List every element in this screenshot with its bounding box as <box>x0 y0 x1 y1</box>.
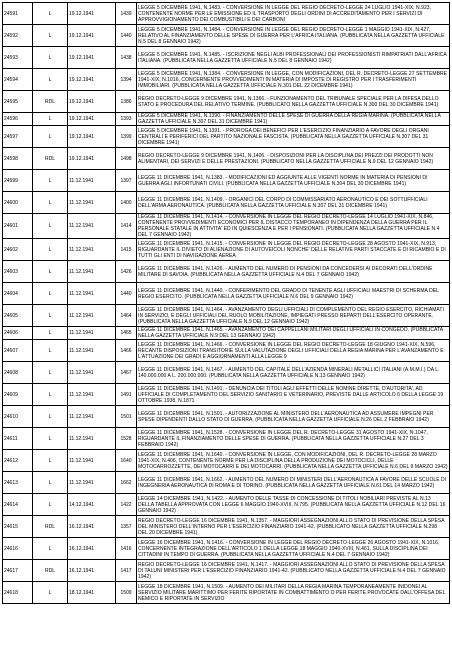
act-description: REGIO DECRETO-LEGGE 16 DICEMBRE 1941, N.1417. - MAGGIORI ASSEGNAZIONI ALLO STATO DI PREVISIONE DELLA SPESA DI TALUNI MINISTERI PER L'ESERCIZIO FINANZIARIO 1941-42. (PUBBLICATO NELLA GAZZETTA UFFICIALE N.4 DEL 7 GENNAIO 1942) <box>137 560 450 582</box>
act-date: 11.12.1941 <box>68 428 116 450</box>
register-row <box>3 214 450 239</box>
act-type: L <box>33 538 68 560</box>
act-date: 11.12.1941 <box>68 384 116 406</box>
page-number: 1393 <box>116 113 137 126</box>
register-row <box>3 340 450 362</box>
register-row <box>3 538 450 560</box>
act-description: LEGGE 18 DICEMBRE 1941, N.1509. - AUMENTO DEI MILITARI DELLA REGIA MARINA TEMPORANEAMENTE INIDONEI AL SERVIZIO MILITARE MARITTIMO PER FERITE RIPORTATE IN COMBATTIMENTO O PER FERITE PROVOCATE DALL'OFFESA DEL NEMICO E RIPORTATE IN SERVIZIO <box>137 582 450 604</box>
act-type: L <box>33 327 68 340</box>
page-number: 1662 <box>116 472 137 494</box>
act-description: LEGGE 11 DICEMBRE 1941, N.1426. - AUMENTO DEL NUMERO DI PENSIONI DA CONCEDERSI AI DECORATI DELL'ORDINE MILITARE DI SAVOIA. (PUBBLICATA NELLA GAZZETTA UFFICIALE N.4 DEL 7 GENNAIO 1942) <box>137 261 450 283</box>
register-row <box>3 126 450 148</box>
act-type: L <box>33 305 68 327</box>
act-description: LEGGE 5 DICEMBRE 1941, N.1484. - CONVERSIONE IN LEGGE DEL REGIO DECRETO-LEGGE 1 MAGGIO 1941-XIX, N.427, RELATIVO AL FINANZIAMENTO DELLE SPESE DI GUERRA PER L'AFRICA ITALIANA. (PUBBLICATA NELLA GAZZETTA UFFICIALE N.5 DEL 8 GENNAIO 1942) <box>137 25 450 47</box>
act-type: L <box>33 494 68 516</box>
act-type: L <box>33 450 68 472</box>
register-body <box>3 3 450 604</box>
page-number: 1491 <box>116 384 137 406</box>
act-date: 16.12.1941 <box>68 516 116 538</box>
entry-number: 24605 <box>3 305 33 327</box>
act-date: 11.12.1941 <box>68 450 116 472</box>
page-number: 1416 <box>116 538 137 560</box>
act-date: 19.12.1941 <box>68 126 116 148</box>
act-date: 19.12.1941 <box>68 91 116 113</box>
act-type: L <box>33 283 68 305</box>
act-description: LEGGE 11 DICEMBRE 1941, N.1640. - CONVERSIONE IN LEGGE, CON MODIFICAZIONI, DEL R. DECRETO-LEGGE 28 MARZO 1941-XIX, N.406, CONTENENTE NORME PER LA DISCIPLINA DELLA PRODUZIONE DEI MOTOCICLI, DELLE MOTOCARROZZETTE, DEI MOTOCARRI E DEI MOTOCARRI. (PUBBLICATA NELLA GAZZETTA UFFICIALE N.6 DEL 9 MARZO 1942) <box>138 451 448 470</box>
act-type: L <box>33 170 68 192</box>
act-type: L <box>33 126 68 148</box>
act-description: LEGGE 11 DICEMBRE 1941, N.1466. - CONVERSIONE IN LEGGE DEL REGIO DECRETO-LEGGE 18 GIUGNO 1941-XIX, N.596, RECANTE DISPOSIZIONI TRANSITORIE SULLA VALUTAZIONE DEGLI UFFICIALI DELLA REGIA MARINA PER L'AVANZAMENTO E L'ATTUAZIONE DEI GRADI E AGGIORNAMENTI ALLA LEGGE 9 <box>137 340 450 362</box>
act-type: L <box>33 406 68 428</box>
act-description: LEGGE 14 DICEMBRE 1941, N.1422. - AUMENTO DELLE TASSE DI CONCESSIONE DI TITOLI NOBILIARI PREVISTE AL N.13 DELLA TABELLA APPROVATA CON LEGGE 6 MAGGIO 1940-XVIII, N.795. (PUBBLICATA NELLA GAZZETTA UFFICIALE N.12 DEL 16 GENNAIO 1942) <box>137 494 450 516</box>
register-row <box>3 362 450 384</box>
entry-number: 24593 <box>3 47 33 69</box>
register-row <box>3 516 450 538</box>
page-number: 1415 <box>116 239 137 261</box>
act-date: 11.12.1941 <box>68 305 116 327</box>
register-row <box>3 327 450 340</box>
register-row <box>3 91 450 113</box>
act-description: LEGGE 11 DICEMBRE 1941, N.1415. - CONVERSIONE IN LEGGE DEL REGIO DECRETO-LEGGE 28 AGOSTO 1941-XIX, N.913, RIGUARDANTE IL DIVIETO DI ALIENAZIONE DI AUTOVEICOLI NONCHE' DELLE RELATIVE PARTI STACCATE E DI RICAMBIO E DI TUTTI GLI ENTI DI NAVIGAZIONE AEREA <box>137 239 450 261</box>
register-table <box>2 2 450 604</box>
act-date: 16.12.1941 <box>68 538 116 560</box>
act-type: L <box>33 3 68 25</box>
act-description: REGIO DECRETO-LEGGE 9 DICEMBRE 1941, N.1366. - FUNZIONAMENTO DEL TRIBUNALE SPECIALE PER LA DIFESA DELLO STATO E PROCEDURA DEL RELATIVO TERMINE. (PUBBLICATO NELLA GAZZETTA UFFICIALE N.300 DEL 30 DICEMBRE 1941) <box>137 91 450 113</box>
act-date: 19.12.1941 <box>68 113 116 126</box>
entry-number: 24592 <box>3 25 33 47</box>
act-type: L <box>33 113 68 126</box>
entry-number: 24591 <box>3 3 33 25</box>
page-number: 1466 <box>116 340 137 362</box>
page-number: 1426 <box>116 261 137 283</box>
act-type: RDL <box>33 91 68 113</box>
entry-number: 24606 <box>3 327 33 340</box>
act-type: L <box>33 362 68 384</box>
register-row <box>3 192 450 214</box>
register-row <box>3 305 450 327</box>
entry-number: 24600 <box>3 192 33 214</box>
page-number: 1464 <box>116 305 137 327</box>
act-date: 18.12.1941 <box>68 582 116 604</box>
act-description: REGIO DECRETO-LEGGE 16 DICEMBRE 1941, N.1357. - MAGGIORI ASSEGNAZIONI ALLO STATO DI PREVISIONE DELLA SPESA DEL MINISTERO DELL'INTERNO PER L'ESERCIZIO FINANZIARIO 1941-42. (PUBBLICATO NELLA GAZZETTA UFFICIALE N.298 DEL 20 DICEMBRE 1941) <box>137 516 450 538</box>
page-number: 1528 <box>116 428 137 450</box>
act-type: L <box>33 47 68 69</box>
entry-number: 24604 <box>3 283 33 305</box>
act-description: LEGGE 11 DICEMBRE 1941, N.1662. - AUMENTO DEL NUMERO DI MINISTERI DELL'AERONAUTICA A FAVORE DELLE SCUOLE DI INGEGNERIA AERONAUTICA DI ROMA E DI TORINO. (PUBBLICATA NELLA GAZZETTA UFFICIALE N.61 DEL 14 MARZO 1942) <box>137 472 450 494</box>
register-row <box>3 47 450 69</box>
register-row <box>3 472 450 494</box>
register-row <box>3 384 450 406</box>
register-row <box>3 450 450 472</box>
register-row <box>3 239 450 261</box>
act-description: LEGGE 5 DICEMBRE 1941, N.1485. - ISCRIZIONE NEGLI ALBI PROFESSIONALI DEI PROFESSIONISTI RIMPATRIATI DALL'AFRICA ITALIANA. (PUBBLICATA NELLA GAZZETTA UFFICIALE N.5 DEL 8 GENNAIO 1942) <box>137 47 450 69</box>
act-date: 11.12.1941 <box>68 327 116 340</box>
act-type: L <box>33 261 68 283</box>
register-row <box>3 494 450 516</box>
entry-number: 24596 <box>3 113 33 126</box>
act-date: 11.12.1941 <box>68 170 116 192</box>
entry-number: 24610 <box>3 406 33 428</box>
entry-number: 24616 <box>3 538 33 560</box>
entry-number: 24597 <box>3 126 33 148</box>
act-description: LEGGE 11 DICEMBRE 1941, N.1464. - AVANZAMENTO DEGLI UFFICIALI DI COMPLEMENTO DEL REGIO ESERCITO, RICHIAMATI IN SERVIZIO, E DEGLI UFFICIALI DEL RUOLO MOBILITAZIONE, IMPIEGATI PRESSO REPARTI DELL'ESERCITO OPERANTE. (PUBBLICATA NELLA GAZZETTA UFFICIALE N.9 DEL 12 GENNAIO 1942) <box>137 305 450 327</box>
act-description: REGIO DECRETO-LEGGE 9 DICEMBRE 1941, N.1406. - DISPOSIZIONI PER LA DISCIPLINA DEI PREZZI DEI PRODOTTI NON ALIMENTARI, DEI SERVIZI E DELLE PRESTAZIONI. (PUBBLICATO NELLA GAZZETTA UFFICIALE N.9 DEL 12 GENNAIO 1942) <box>137 148 450 170</box>
entry-number: 24595 <box>3 91 33 113</box>
act-date: 11.12.1941 <box>68 472 116 494</box>
page-number: 1400 <box>116 192 137 214</box>
act-date: 11.12.1941 <box>68 192 116 214</box>
entry-number: 24601 <box>3 214 33 239</box>
page-number: 1440 <box>116 25 137 47</box>
act-description: LEGGE 11 DICEMBRE 1941, N.1409. - ORGANICI DEL CORPO DI COMMISSARIATO AERONAUTICO E DEI SOTTUFFICIALI DELL'ARMA AERONAUTICA. (PUBBLICATA NELLA GAZZETTA UFFICIALE N.307 DEL 31 DICEMBRE 1941) <box>137 192 450 214</box>
page-number: 1509 <box>116 582 137 604</box>
page-number: 1439 <box>116 3 137 25</box>
act-description: LEGGE 11 DICEMBRE 1941, N.1414. - CONVERSIONE IN LEGGE DEL REGIO DECRETO-LEGGE 14 LUGLIO 1941-XIX, N.846, CONTENENTE PROVVEDIMENTI ECONOMICI PER IL DISTACCO TEMPORANEO IN DIPENDENZA DELLA GUERRA PER IL PERSONALE STATALE IN ATTIVITA' ED IN QUIESCENZA E PER I PENSIONATI. (PUBBLICATA NELLA GAZZETTA UFFICIALE N.4 DEL 7 GENNAIO 1942) <box>137 214 450 239</box>
act-date: 19.12.1941 <box>68 3 116 25</box>
act-date: 19.12.1941 <box>68 69 116 91</box>
page-number: 1414 <box>116 214 137 239</box>
act-description: LEGGE 11 DICEMBRE 1941, N.1383. - MODIFICAZIONI ED AGGIUNTE ALLE VIGENTI NORME IN MATERIA DI PENSIONI DI GUERRA AGLI INFORTUNATI CIVILI. (PUBBLICATA NELLA GAZZETTA UFFICIALE N.304 DEL 30 DICEMBRE 1941) <box>137 170 450 192</box>
act-type: L <box>33 25 68 47</box>
act-date: 19.12.1941 <box>68 47 116 69</box>
register-row <box>3 25 450 47</box>
page-number: 1394 <box>116 69 137 91</box>
act-type: L <box>33 582 68 604</box>
register-row <box>3 560 450 582</box>
page-number: 1438 <box>116 47 137 69</box>
page-number: 1386 <box>116 91 137 113</box>
page-number: 1501 <box>116 406 137 428</box>
act-type: L <box>33 239 68 261</box>
entry-number: 24612 <box>3 450 33 472</box>
entry-number: 24602 <box>3 239 33 261</box>
page-number: 1467 <box>116 362 137 384</box>
act-date: 11.12.1941 <box>68 261 116 283</box>
page-number: 1640 <box>116 450 137 472</box>
act-date: 11.12.1941 <box>68 239 116 261</box>
act-type: L <box>33 340 68 362</box>
act-description: LEGGE 11 DICEMBRE 1941, N.1467. - AUMENTO DEL CAPITALE DELL'AZIENDA MINERALI METALLICI ITALIANI (A.M.M.I.) DA L. 140.000.000 A L. 200.000.000. (PUBBLICATA NELLA GAZZETTA UFFICIALE N.13 GENNAIO 1942) <box>137 362 450 384</box>
entry-number: 24609 <box>3 384 33 406</box>
register-row <box>3 283 450 305</box>
act-type: L <box>33 384 68 406</box>
page-number: 1440 <box>116 283 137 305</box>
act-date: 16.12.1941 <box>68 560 116 582</box>
act-date: 14.12.1941 <box>68 494 116 516</box>
act-date: 11.12.1941 <box>68 362 116 384</box>
act-type: L <box>33 69 68 91</box>
act-description: LEGGE 5 DICEMBRE 1941, N.1483. - CONVERSIONE IN LEGGE DEL REGIO DECRETO-LEGGE 24 LUGLIO 1941-XIX, N.923, CONTENENTE NORME PER LE EMISSIONE ED IL TRASPORTO DEGLI ORDINI DI ACCREDITAMENTO PER I SERVIZI DI APPROVVIGIONAMENTO DEI COMBUSTIBILI E DEI CARBONI <box>137 3 450 25</box>
register-row <box>3 3 450 25</box>
register-row <box>3 148 450 170</box>
act-description: LEGGE 11 DICEMBRE 1941, N.1528. - CONVERSIONE IN LEGGE DEL R. DECRETO-LEGGE 31 AGOSTO 1941-XIX, N.1047, RIGUARDANTE IL FINANZIAMENTO DELLE SPESE DI GUERRA. (PUBBLICATA NELLA GAZZETTA UFFICIALE N.27 DEL 3 FEBBRAIO 1942) <box>137 428 450 450</box>
register-row <box>3 261 450 283</box>
entry-number: 24594 <box>3 69 33 91</box>
act-description: LEGGE 5 DICEMBRE 1941, N.1384. - CONVERSIONE IN LEGGE, CON MODIFICAZIONI, DEL R. DECRETO-LEGGE 27 SETTEMBRE 1941-XIX, N.1016, CONCERNENTE PROVVEDIMENTI IN MATERIA DI IMPOSTE DI REGISTRO PER I TRASFERIMENTI IMMOBILIARI. (PUBBLICATA NELLA GAZZETTA UFFICIALE N.301 DEL 22 DICEMBRE 1941) <box>137 69 450 91</box>
act-description: LEGGE 5 DICEMBRE 1941, N.1391. - PROROGA DEI BENEFICI PER L'ESERCIZIO FINANZIARIO A FAVORE DEGLI ORGANI CENTRALI E PERIFERICI DEL PARTITO NAZIONALE FASCISTA. (PUBBLICATA NELLA GAZZETTA UFFICIALE N.307 DEL 31 DICEMBRE 1941) <box>137 126 450 148</box>
act-description: LEGGE 5 DICEMBRE 1941, N.1390. - FINANZIAMENTO DELLE SPESE DI GUERRA DELLA REGIA MARINA. (PUBBLICATA NELLA GAZZETTA UFFICIALE N.307 DEL 31 DICEMBRE 1941) <box>137 113 450 126</box>
act-date: 11.12.1941 <box>68 406 116 428</box>
entry-number: 24611 <box>3 428 33 450</box>
register-row <box>3 69 450 91</box>
act-description: LEGGE 16 DICEMBRE 1941, N.1416. - CONVERSIONE IN LEGGE DEL REGIO DECRETO-LEGGE 26 AGOSTO 1941-XIX, N.1016, CONCERNENTE INTEGRAZIONE DELL'ARTICOLO 1 DELLA LEGGE 18 MAGGIO 1940-XVIII, N.461, SULLA DISCIPLINA DEI CITTADINI IN TEMPO DI GUERRA. (PUBBLICATA NELLA GAZZETTA UFFICIALE N.4 DEL 7 GENNAIO 1942) <box>137 538 450 560</box>
page-number: 1417 <box>116 560 137 582</box>
entry-number: 24615 <box>3 516 33 538</box>
act-type: RDL <box>33 516 68 538</box>
register-row <box>3 406 450 428</box>
entry-number: 24608 <box>3 362 33 384</box>
entry-number: 24598 <box>3 148 33 170</box>
act-type: L <box>33 472 68 494</box>
act-type: RDL <box>33 560 68 582</box>
register-row <box>3 170 450 192</box>
page-number: 1397 <box>116 170 137 192</box>
act-type: RDL <box>33 148 68 170</box>
page-number: 1357 <box>116 516 137 538</box>
act-date: 11.12.1941 <box>68 214 116 239</box>
act-type: L <box>33 428 68 450</box>
act-description: LEGGE 11 DICEMBRE 1941, N.1465. - AVANZAMENTO DEI CAPPELLANI MILITARI DEGLI UFFICIALI IN CONGEDO. (PUBBLICATA NELLA GAZZETTA UFFICIALE N.9 DEL 13 GENNAIO 1942) <box>137 327 450 340</box>
legislation-register <box>2 2 450 650</box>
act-date: 19.12.1941 <box>68 25 116 47</box>
act-date: 19.12.1941 <box>68 148 116 170</box>
act-type: L <box>33 214 68 239</box>
entry-number: 24613 <box>3 472 33 494</box>
entry-number: 24618 <box>3 582 33 604</box>
act-date: 11.12.1941 <box>68 283 116 305</box>
entry-number: 24599 <box>3 170 33 192</box>
page-number: 1465 <box>116 327 137 340</box>
register-row <box>3 582 450 604</box>
page-number: 1399 <box>116 126 137 148</box>
register-row <box>3 428 450 450</box>
act-description: LEGGE 11 DICEMBRE 1941, N.1491. - DENUNCIA DEI TITOLI AGLI EFFETTI DELLE NOMINE DIRETTE, D'AUTORITA', AD UFFICIALE DI COMPLETAMENTO DEL SERVIZIO SANITARIO E VETERINARIO, PREVISTE DALLE ARTICOLO 6 DELLA LEGGE 19 OTTOBRE 1938, N.1871 <box>137 384 450 406</box>
page-number: 1422 <box>116 494 137 516</box>
act-description: LEGGE 11 DICEMBRE 1941, N.1501. - AUTORIZZAZIONE AL MINISTERO DELL'AERONAUTICA AD ASSUMERE IMPEGNI PER SPESE DIPENDENTI DALLO STATO DI GUERRA. (PUBBLICATA NELLA GAZZETTA UFFICIALE N.26 DEL 2 FEBBRAIO 1942) <box>137 406 450 428</box>
entry-number: 24603 <box>3 261 33 283</box>
entry-number: 24617 <box>3 560 33 582</box>
act-type: L <box>33 192 68 214</box>
entry-number: 24614 <box>3 494 33 516</box>
act-description: LEGGE 11 DICEMBRE 1941, N.1440. - CONFERIMENTO DEL GRADO DI TENENTE AGLI UFFICIALI MAESTRI DI SCHERMA DEL REGIO ESERCITO. (PUBBLICATA NELLA GAZZETTA UFFICIALE N.6 DEL 9 GENNAIO 1942) <box>137 283 450 305</box>
page-number: 1498 <box>116 148 137 170</box>
entry-number: 24607 <box>3 340 33 362</box>
act-date: 11.12.1941 <box>68 340 116 362</box>
register-row <box>3 113 450 126</box>
